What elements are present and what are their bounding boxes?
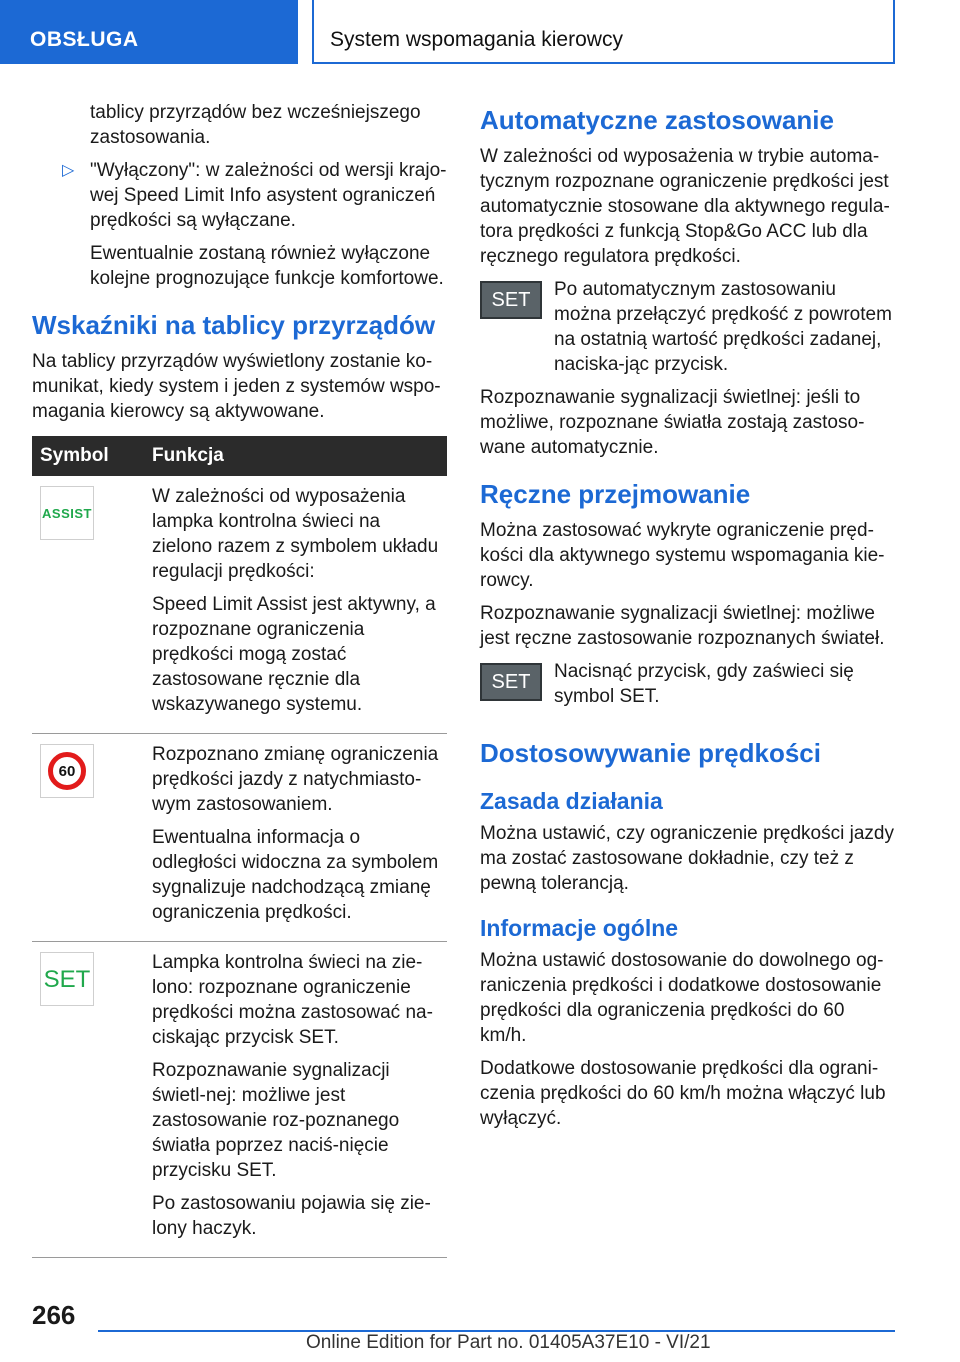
bullet-text: "Wyłączony": w zależności od wersji krajo-wej Speed Limit Info asystent ograniczeń prędkości są wyłączane.: [90, 160, 447, 231]
table-row: [32, 734, 447, 942]
heading-manual: Ręczne przejmowanie: [480, 479, 751, 509]
indicators-intro: Na tablicy przyrządów wyświetlony zostanie ko-munikat, kiedy system i jeden z systemów wspo-magania kierowcy są aktywowane.: [32, 351, 441, 422]
function-text: W zależności od wyposażenia lampka kontrolna świeci na zielono razem z symbolem układu regulacji prędkości:: [152, 486, 439, 582]
manual-paragraph: Można zastosować wykryte ograniczenie pręd-kości dla aktywnego systemu wspomagania kie-rowcy.: [480, 520, 885, 591]
auto-set-line2: można przełączyć prędkość z powrotem na ostatnią wartość prędkości zadanej, naciska-jąc przycisk.: [554, 304, 892, 375]
section-heading-indicators: Wskaźniki na tablicy przyrządów: [32, 310, 436, 340]
function-cell: [144, 942, 447, 1258]
chapter-title: System wspomagania kierowcy: [330, 28, 623, 51]
col-header-function: Funkcja: [144, 436, 447, 476]
set-green-icon-text: SET: [43, 965, 91, 993]
table-row: [32, 476, 447, 734]
speed-limit-60-icon: [40, 744, 94, 798]
auto-paragraph: W zależności od wyposażenia w trybie automa-tycznym rozpoznane ograniczenie prędkości jest automatycznie stosowane dla aktywnego regula-tora prędkości z funkcją Stop&Go ACC lub dla ręcznego regulatora prędkości.: [480, 146, 890, 267]
function-text: Rozpoznawanie sygnalizacji świetl-nej: możliwe jest zastosowanie roz-poznanego światła poprzez naciś-nięcie przycisku SET.: [152, 1060, 400, 1181]
symbol-cell: [32, 734, 144, 942]
heading-principle: Zasada działania: [480, 788, 663, 814]
footer-edition: Online Edition for Part no. 01405A37E10 - VI/21: [306, 1332, 711, 1353]
section-tab: [0, 0, 298, 64]
set-button-label: SET: [491, 670, 531, 693]
function-text: Lampka kontrolna świeci na zie-lono: rozpoznane ograniczenie prędkości można zastosować na-ciskając przycisk SET.: [152, 952, 433, 1048]
symbol-cell: [32, 942, 144, 1258]
heading-adjust: Dostosowywanie prędkości: [480, 738, 821, 768]
page-number: 266: [32, 1300, 76, 1330]
symbol-cell: [32, 476, 144, 734]
general-paragraph: Dodatkowe dostosowanie prędkości dla ograni-czenia prędkości do 60 km/h można włączyć lub wyłączyć.: [480, 1058, 886, 1129]
right-column: [480, 100, 895, 1139]
principle-paragraph: Można ustawić, czy ograniczenie prędkości jazdy ma zostać zastosowane dokładnie, czy też z pewną tolerancją.: [480, 823, 894, 894]
manual-set-text: Nacisnąć przycisk, gdy zaświeci się symbol SET.: [554, 661, 854, 707]
table-row: [32, 942, 447, 1258]
manual-traffic-light: Rozpoznawanie sygnalizacji świetlnej: możliwe jest ręczne zastosowanie rozpoznanych świateł.: [480, 603, 885, 649]
function-text: Rozpoznano zmianę ograniczenia prędkości jazdy z natychmiasto-wym zastosowaniem.: [152, 744, 439, 815]
function-text: Speed Limit Assist jest aktywny, a rozpoznane ograniczenia prędkości mogą zostać zastosowane ręcznie dla wskazywanego systemu.: [152, 594, 436, 715]
bullet-paragraph: Ewentualnie zostaną również wyłączone kolejne prognozujące funkcje komfortowe.: [90, 243, 444, 289]
set-green-icon: [40, 952, 94, 1006]
col-header-symbol: Symbol: [32, 436, 144, 476]
assist-icon: [40, 486, 94, 540]
set-button-icon: [480, 663, 542, 701]
speed-sign-text: 60: [58, 762, 76, 780]
function-text: Ewentualna informacja o odległości widoczna za symbolem sygnalizuje nadchodzącą zmianę ograniczenia prędkości.: [152, 827, 439, 923]
manual-set-block: [480, 659, 895, 719]
function-cell: [144, 476, 447, 734]
function-text: Po zastosowaniu pojawia się zie-lony haczyk.: [152, 1193, 431, 1239]
chapter-header: [312, 0, 895, 64]
table-header-row: [32, 436, 447, 476]
symbol-table: [32, 436, 447, 1258]
auto-set-line1: Po automatycznym zastosowaniu: [554, 279, 836, 300]
assist-icon-text: ASSIST: [42, 505, 92, 521]
continued-paragraph: tablicy przyrządów bez wcześniejszego zastosowania.: [90, 102, 421, 148]
bullet-item: [32, 158, 447, 233]
set-button-icon: [480, 281, 542, 319]
section-label: OBSŁUGA: [30, 28, 139, 51]
left-column: [32, 100, 447, 1258]
speed-sign: [48, 752, 86, 790]
auto-set-block: [480, 277, 895, 377]
auto-traffic-light: Rozpoznawanie sygnalizacji świetlnej: jeśli to możliwe, rozpoznane światła zostają zastoso-wane automatycznie.: [480, 387, 865, 458]
function-cell: [144, 734, 447, 942]
triangle-bullet-icon: ▷: [62, 162, 75, 179]
heading-automatic: Automatyczne zastosowanie: [480, 105, 834, 135]
heading-general: Informacje ogólne: [480, 915, 679, 941]
set-button-label: SET: [491, 288, 531, 311]
general-paragraph: Można ustawić dostosowanie do dowolnego og-raniczenia prędkości i dodatkowe dostosowanie prędkości dla ograniczenia prędkości do 60 km/h.: [480, 950, 884, 1046]
